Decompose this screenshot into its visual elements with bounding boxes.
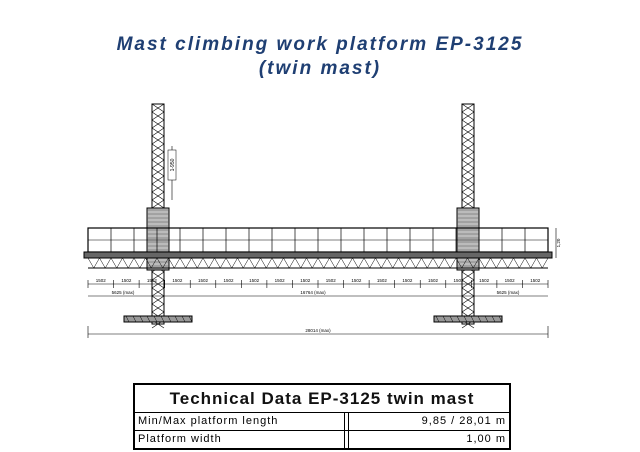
truss-diagonal bbox=[301, 258, 307, 268]
truss-diagonal bbox=[519, 258, 525, 268]
segment-label: 1502 bbox=[427, 278, 439, 283]
truss-diagonal bbox=[381, 258, 387, 268]
truss-diagonal bbox=[491, 258, 497, 268]
truss-diagonal bbox=[140, 258, 146, 268]
truss-diagonal bbox=[335, 258, 341, 268]
platform-technical-drawing bbox=[0, 95, 640, 355]
document-title-line-1: Mast climbing work platform EP-3125 bbox=[116, 34, 524, 55]
truss-diagonal bbox=[542, 258, 548, 268]
segment-label: 1502 bbox=[274, 278, 285, 283]
truss-diagonal bbox=[370, 258, 376, 268]
segment-label: 1502 bbox=[402, 278, 413, 283]
row-value: 9,85 / 28,01 m bbox=[348, 413, 509, 430]
truss-diagonal bbox=[393, 258, 399, 268]
truss-diagonal bbox=[324, 258, 330, 268]
segment-label: 1502 bbox=[172, 278, 183, 283]
segment-label: 1502 bbox=[376, 278, 387, 283]
truss-diagonal bbox=[341, 258, 347, 268]
truss-diagonal bbox=[445, 258, 451, 268]
truss-diagonal bbox=[439, 258, 445, 268]
truss-diagonal bbox=[249, 258, 255, 268]
truss-diagonal bbox=[134, 258, 140, 268]
technical-data-table bbox=[133, 383, 511, 450]
segment-label: 1502 bbox=[95, 278, 106, 283]
truss-diagonal bbox=[537, 258, 543, 268]
truss-diagonal bbox=[226, 258, 232, 268]
truss-diagonal bbox=[94, 258, 100, 268]
segment-label: 1502 bbox=[504, 278, 515, 283]
truss-diagonal bbox=[295, 258, 301, 268]
segment-label: 1502 bbox=[121, 278, 132, 283]
technical-data-heading: Technical Data EP-3125 twin mast bbox=[135, 385, 509, 413]
truss-diagonal bbox=[197, 258, 203, 268]
mast-base bbox=[124, 316, 192, 322]
segment-label: 1502 bbox=[453, 278, 464, 283]
truss-diagonal bbox=[416, 258, 422, 268]
segment-label: 1502 bbox=[530, 278, 541, 283]
truss-diagonal bbox=[192, 258, 198, 268]
truss-diagonal bbox=[404, 258, 410, 268]
segment-label: 1502 bbox=[249, 278, 260, 283]
truss-diagonal bbox=[307, 258, 313, 268]
segment-label: 1502 bbox=[223, 278, 234, 283]
segment-label: 1502 bbox=[325, 278, 336, 283]
truss-diagonal bbox=[399, 258, 405, 268]
truss-diagonal bbox=[289, 258, 295, 268]
truss-diagonal bbox=[111, 258, 117, 268]
truss-diagonal bbox=[117, 258, 123, 268]
truss-diagonal bbox=[261, 258, 267, 268]
truss-diagonal bbox=[312, 258, 318, 268]
truss-diagonal bbox=[174, 258, 180, 268]
truss-diagonal bbox=[508, 258, 514, 268]
truss-diagonal bbox=[88, 258, 94, 268]
truss-diagonal bbox=[514, 258, 520, 268]
truss-diagonal bbox=[330, 258, 336, 268]
truss-diagonal bbox=[318, 258, 324, 268]
segment-label: 1502 bbox=[197, 278, 209, 283]
truss-diagonal bbox=[387, 258, 393, 268]
document-title-line-2: (twin mast) bbox=[258, 58, 382, 79]
truss-diagonal bbox=[243, 258, 249, 268]
mast-carriage bbox=[147, 208, 169, 270]
truss-diagonal bbox=[209, 258, 215, 268]
center-span-label: 16764 (max) bbox=[300, 290, 326, 295]
row-label: Platform width bbox=[135, 431, 345, 448]
truss-diagonal bbox=[376, 258, 382, 268]
truss-diagonal bbox=[364, 258, 370, 268]
truss-diagonal bbox=[485, 258, 491, 268]
truss-diagonal bbox=[272, 258, 278, 268]
row-label: Min/Max platform length bbox=[135, 413, 345, 430]
truss-diagonal bbox=[232, 258, 238, 268]
left-overhang-label: 5625 (max) bbox=[111, 290, 135, 295]
truss-diagonal bbox=[531, 258, 537, 268]
truss-diagonal bbox=[433, 258, 439, 268]
truss-diagonal bbox=[255, 258, 261, 268]
platform-height-label: 1,20 bbox=[556, 238, 561, 248]
truss-diagonal bbox=[180, 258, 186, 268]
table-row bbox=[135, 413, 509, 431]
total-length-label: 28014 (max) bbox=[305, 328, 331, 333]
truss-diagonal bbox=[496, 258, 502, 268]
mast-height-label: 1-950 bbox=[170, 158, 176, 172]
segment-label: 1502 bbox=[479, 278, 490, 283]
truss-diagonal bbox=[266, 258, 272, 268]
truss-diagonal bbox=[186, 258, 192, 268]
truss-diagonal bbox=[502, 258, 508, 268]
truss-diagonal bbox=[220, 258, 226, 268]
truss-diagonal bbox=[278, 258, 284, 268]
mast-base bbox=[434, 316, 502, 322]
truss-diagonal bbox=[100, 258, 106, 268]
truss-diagonal bbox=[128, 258, 134, 268]
segment-label: 1502 bbox=[300, 278, 311, 283]
table-row bbox=[135, 431, 509, 448]
platform-deck bbox=[84, 252, 552, 258]
truss-diagonal bbox=[525, 258, 531, 268]
truss-diagonal bbox=[105, 258, 111, 268]
truss-diagonal bbox=[203, 258, 209, 268]
truss-diagonal bbox=[123, 258, 129, 268]
truss-diagonal bbox=[479, 258, 485, 268]
truss-diagonal bbox=[238, 258, 244, 268]
truss-diagonal bbox=[284, 258, 290, 268]
truss-diagonal bbox=[427, 258, 433, 268]
segment-label: 1502 bbox=[146, 278, 157, 283]
truss-diagonal bbox=[353, 258, 359, 268]
truss-diagonal bbox=[450, 258, 456, 268]
truss-diagonal bbox=[215, 258, 221, 268]
segment-label: 1502 bbox=[351, 278, 362, 283]
mast-carriage bbox=[457, 208, 479, 270]
row-value: 1,00 m bbox=[348, 431, 509, 448]
right-overhang-label: 5625 (max) bbox=[496, 290, 520, 295]
truss-diagonal bbox=[422, 258, 428, 268]
truss-diagonal bbox=[347, 258, 353, 268]
truss-diagonal bbox=[358, 258, 364, 268]
truss-diagonal bbox=[410, 258, 416, 268]
